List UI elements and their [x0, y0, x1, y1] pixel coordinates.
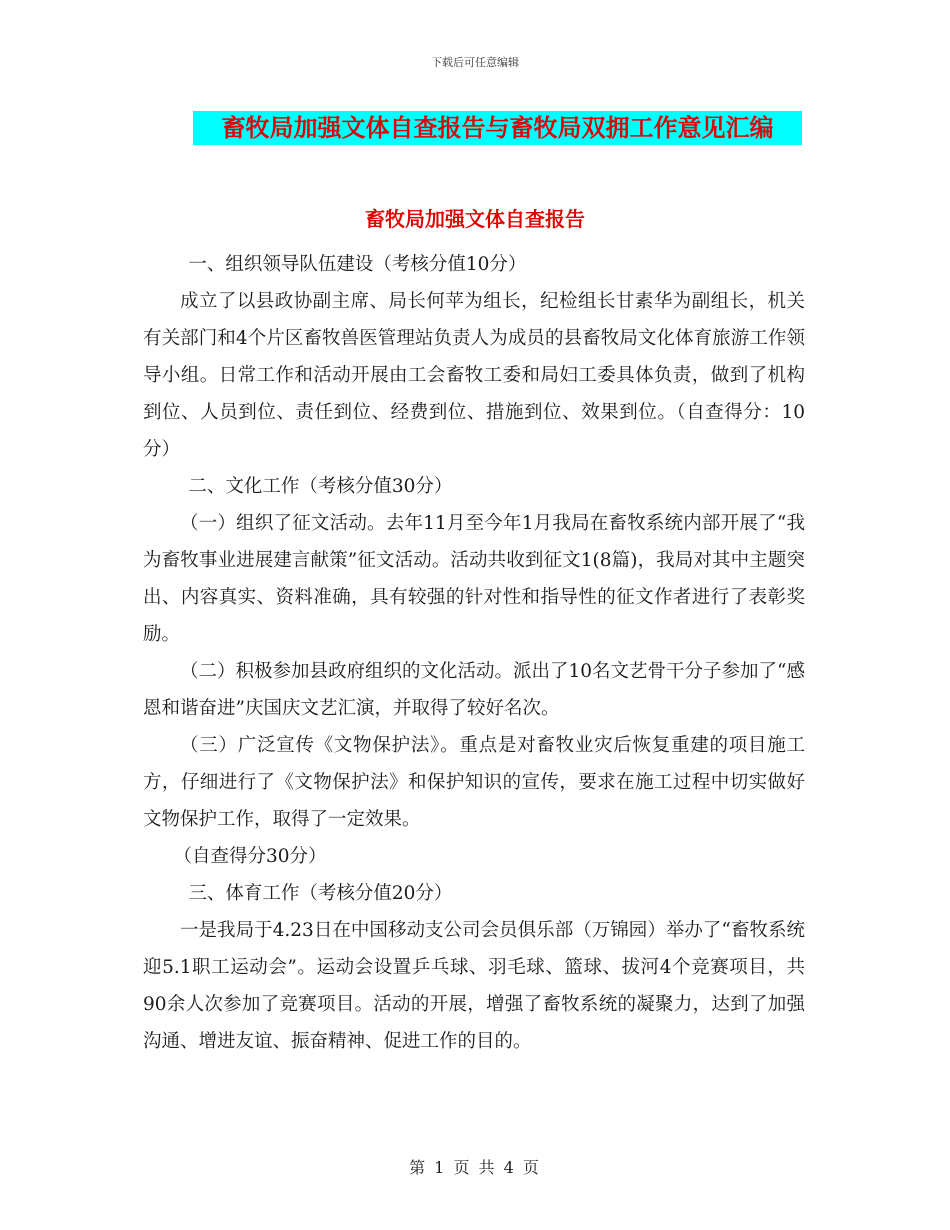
paragraph-sports-meet: 一是我局于4.23日在中国移动支公司会员俱乐部（万锦园）举办了“畜牧系统迎5.1职工运动会”。运动会设置乒乓球、羽毛球、篮球、拔河4个竞赛项目，共90余人次参加了竞赛项目。活动的开展，增强了畜牧系统的凝聚力，达到了加强沟通、增进友谊、振奋精神、促进工作的目的。 — [143, 920, 805, 1052]
section-heading-culture: 二、文化工作（考核分值30分） — [188, 476, 453, 497]
section-heading-organization: 一、组织领导队伍建设（考核分值10分） — [188, 254, 527, 275]
paragraph-essay-activity: （一）组织了征文活动。去年11月至今年1月我局在畜牧系统内部开展了“我为畜牧事业进展建言献策”征文活动。活动共收到征文1(8篇)，我局对其中主题突出、内容真实、资料准确，具有较强的针对性和指导性的征文作者进行了表彰奖励。 — [143, 513, 805, 645]
section-heading-sports: 三、体育工作（考核分值20分） — [188, 883, 453, 904]
paragraph-cultural-activity: （二）积极参加县政府组织的文化活动。派出了10名文艺骨干分子参加了“感恩和谐奋进”庆国庆文艺汇演，并取得了较好名次。 — [143, 661, 806, 719]
paragraph-organization: 成立了以县政协副主席、局长何苹为组长，纪检组长甘素华为副组长，机关有关部门和4个片区畜牧兽医管理站负责人为成员的县畜牧局文化体育旅游工作领导小组。日常工作和活动开展由工会畜牧工委和局妇工委具体负责，做到了机构到位、人员到位、责任到位、经费到位、措施到位、效果到位。（自查得分：10分） — [143, 291, 805, 460]
document-body — [143, 246, 805, 1060]
self-check-score: （自查得分30分） — [173, 846, 327, 867]
section-title: 畜牧局加强文体自查报告 — [365, 207, 585, 231]
page-number: 第 1 页 共 4 页 — [409, 1158, 541, 1177]
document-title: 畜牧局加强文体自查报告与畜牧局双拥工作意见汇编 — [221, 114, 774, 142]
paragraph-heritage-law: （三）广泛宣传《文物保护法》。重点是对畜牧业灾后恢复重建的项目施工方，仔细进行了《文物保护法》和保护知识的宣传，要求在施工过程中切实做好文物保护工作，取得了一定效果。 — [143, 735, 805, 830]
header-note: 下载后可任意编辑 — [431, 56, 519, 69]
